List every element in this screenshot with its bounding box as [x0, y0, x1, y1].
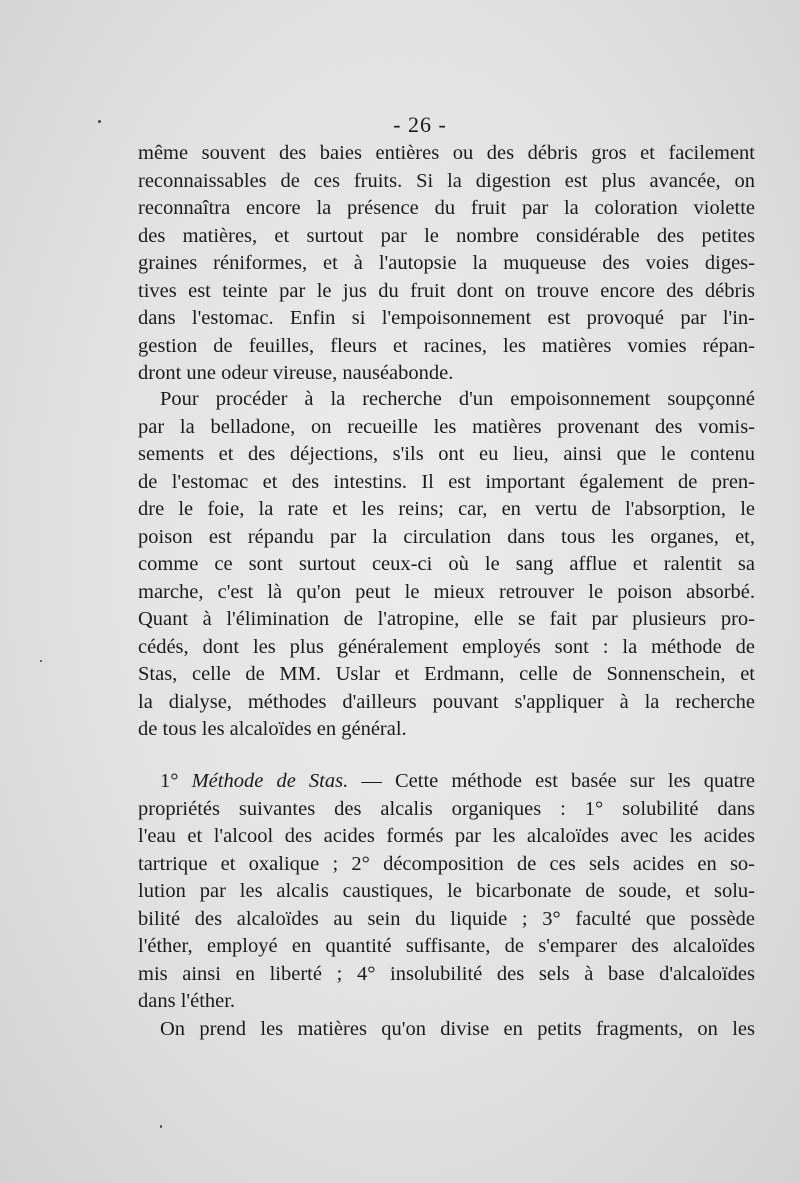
text-line: tives est teinte par le jus du fruit dont on trouve encore des débris	[138, 279, 755, 302]
text-line: des matières, et surtout par le nombre considérable des petites	[138, 224, 755, 247]
text-line: bilité des alcaloïdes au sein du liquide ; 3° faculté que possède	[138, 907, 755, 930]
text-line: par la belladone, on recueille les matières provenant des vomis-	[138, 415, 755, 438]
text-line: marche, c'est là qu'on peut le mieux retrouver le poison absorbé.	[138, 580, 755, 603]
section-title: Méthode de Stas.	[191, 770, 349, 792]
text-line: dront une odeur vireuse, nauséabonde.	[138, 362, 454, 384]
paragraph-research	[138, 386, 755, 744]
text-line: dans l'éther.	[138, 990, 236, 1012]
text-line: Pour procéder à la recherche d'un empoisonnement soupçonné	[160, 388, 755, 410]
text-line: reconnaîtra encore la présence du fruit par la coloration violette	[138, 197, 755, 219]
text-line: de tous les alcaloïdes en général.	[138, 718, 407, 740]
text-line: dre le foie, la rate et les reins; car, en vertu de l'absorption, le	[138, 498, 755, 520]
text-line: reconnaissables de ces fruits. Si la digestion est plus avancée, on	[138, 169, 755, 192]
text-line: Quant à l'élimination de l'atropine, elle se fait par plusieurs pro-	[138, 608, 755, 630]
page-number: - 26 -	[393, 112, 447, 137]
text-line: lution par les alcalis caustiques, le bicarbonate de soude, et solu-	[138, 880, 755, 902]
text-line: graines réniformes, et à l'autopsie la muqueuse des voies diges-	[138, 252, 755, 274]
text-line: On prend les matières qu'on divise en petits fragments, on les	[160, 1017, 755, 1040]
section-number: 1°	[160, 770, 179, 792]
text-line: même souvent des baies entières ou des débris gros et facilement	[138, 142, 755, 164]
text-line: propriétés suivantes des alcalis organiques : 1° solubilité dans	[138, 797, 755, 820]
text-line: cédés, dont les plus généralement employés sont : la méthode de	[138, 635, 755, 658]
text-line: de l'estomac et des intestins. Il est important également de pren-	[138, 470, 755, 493]
text-line: comme ce sont surtout ceux-ci où le sang afflue et ralentit sa	[138, 553, 755, 575]
text-line: tartrique et oxalique ; 2° décomposition de ces sels acides en so-	[138, 852, 755, 875]
text-line: l'eau et l'alcool des acides formés par les alcaloïdes avec les acides	[138, 825, 755, 847]
text-line: sements et des déjections, s'ils ont eu lieu, ainsi que le contenu	[138, 443, 755, 465]
text-line: dans l'estomac. Enfin si l'empoisonnement est provoqué par l'in-	[138, 307, 755, 329]
text-line: gestion de feuilles, fleurs et racines, les matières vomies répan-	[138, 334, 755, 357]
section-heading-line	[138, 768, 755, 796]
text-line: mis ainsi en liberté ; 4° insolubilité des sels à base d'alcaloïdes	[138, 962, 755, 985]
section-methode-de-stas	[138, 768, 755, 1043]
section-first-line-text: — Cette méthode est basée sur les quatre	[361, 770, 756, 792]
text-line: l'éther, employé en quantité suffisante, de s'emparer des alcaloïdes	[138, 935, 755, 957]
text-line: poison est répandu par la circulation dans tous les organes, et,	[138, 525, 755, 548]
text-line: la dialyse, méthodes d'ailleurs pouvant s'appliquer à la recherche	[138, 690, 755, 713]
text-line: Stas, celle de MM. Uslar et Erdmann, celle de Sonnenschein, et	[138, 663, 755, 685]
paragraph-continued	[138, 140, 755, 388]
